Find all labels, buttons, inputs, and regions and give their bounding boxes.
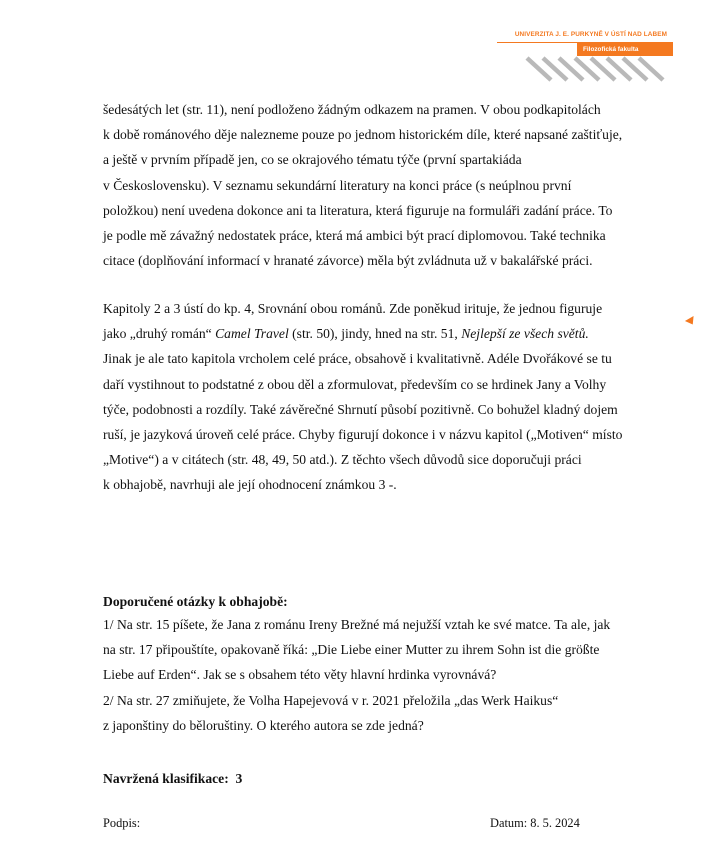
text-span: jako „druhý román“ (103, 326, 216, 342)
text-line: k obhajobě, navrhuji ale její ohodnocení známkou 3 -. (103, 477, 397, 493)
logo-stripes-graphic (523, 56, 673, 82)
text-line: šedesátých let (str. 11), není podloženo žádným odkazem na pramen. V obou podkapitolách (103, 102, 601, 117)
text-line: v Československu). V seznamu sekundární literatury na konci práce (s neúplnou první (103, 177, 572, 193)
text-line: „Motive“) a v citátech (str. 48, 49, 50 atd.). Z těchto všech důvodů sice doporučuji práci (103, 452, 582, 468)
questions-heading: Doporučené otázky k obhajobě: (103, 594, 288, 609)
question-line: z japonštiny do běloruštiny. O kterého autora se zde jedná? (103, 717, 424, 733)
proposed-classification: Navržená klasifikace: 3 (103, 771, 243, 786)
question-line: Liebe auf Erden“. Jak se s obsahem této věty hlavní hrdinka vyrovnává? (103, 667, 497, 683)
date-label: Datum: 8. 5. 2024 (490, 816, 580, 830)
text-line (103, 321, 663, 346)
orange-margin-marker-icon (685, 316, 697, 327)
text-line: citace (doplňování informací v hranaté závorce) měla být zvládnuta už v bakalářské práci. (103, 253, 593, 269)
question-line: 2/ Na str. 27 zmiňujete, že Volha Hapejevová v r. 2021 přeložila „das Werk Haikus“ (103, 692, 559, 708)
text-line: daří vystihnout to podstatné z obou děl a zformulovat, především co se hrdinek Jany a Volhy (103, 376, 607, 392)
text-line: týče, podobnosti a rozdíly. Také závěrečné Shrnutí působí pozitivně. Co bohužel kladný dojem (103, 401, 618, 417)
university-name: UNIVERZITA J. E. PURKYNĚ V ÚSTÍ NAD LABEM (497, 28, 673, 43)
question-line: na str. 17 připouštíte, opakovaně říká: „Die Liebe einer Mutter zu ihrem Sohn ist die größte (103, 642, 600, 658)
question-line: 1/ Na str. 15 píšete, že Jana z románu Ireny Brežné má nejužší vztah ke své matce. Ta ale, jak (103, 617, 611, 632)
text-line: je podle mě závažný nedostatek práce, která má ambici být prací diplomovou. Také technika (103, 228, 606, 244)
text-span: (str. 50), jindy, hned na str. 51, (288, 326, 462, 342)
text-line: k době románového děje nalezneme pouze po jednom historickém díle, které napsané zaštiťuje, (103, 127, 623, 143)
text-line: Jinak je ale tato kapitola vrcholem celé práce, obsahově i kvalitativně. Adéle Dvořákové se tu (103, 351, 612, 367)
university-logo (497, 28, 673, 83)
signature-label: Podpis: (103, 816, 141, 830)
questions-list (103, 612, 663, 738)
text-line: a ještě v prvním případě jen, co se okrajového tématu týče (první spartakiáda (103, 152, 522, 168)
paragraph-2 (103, 296, 663, 498)
text-line: Kapitoly 2 a 3 ústí do kp. 4, Srovnání obou románů. Zde poněkud irituje, že jednou figuruje (103, 301, 603, 316)
text-line: položkou) není uvedena dokonce ani ta literatura, která figuruje na formuláři zadání práce. To (103, 202, 613, 218)
text-line: ruší, je jazyková úroveň celé práce. Chyby figurují dokonce i v názvu kapitol („Motiven“ místo (103, 427, 623, 443)
book-title-nejlepsi: Nejlepší ze všech světů. (461, 326, 589, 342)
paragraph-1 (103, 97, 663, 273)
book-title-camel-travel: Camel Travel (215, 326, 289, 342)
faculty-name: Filozofická fakulta (577, 43, 673, 56)
